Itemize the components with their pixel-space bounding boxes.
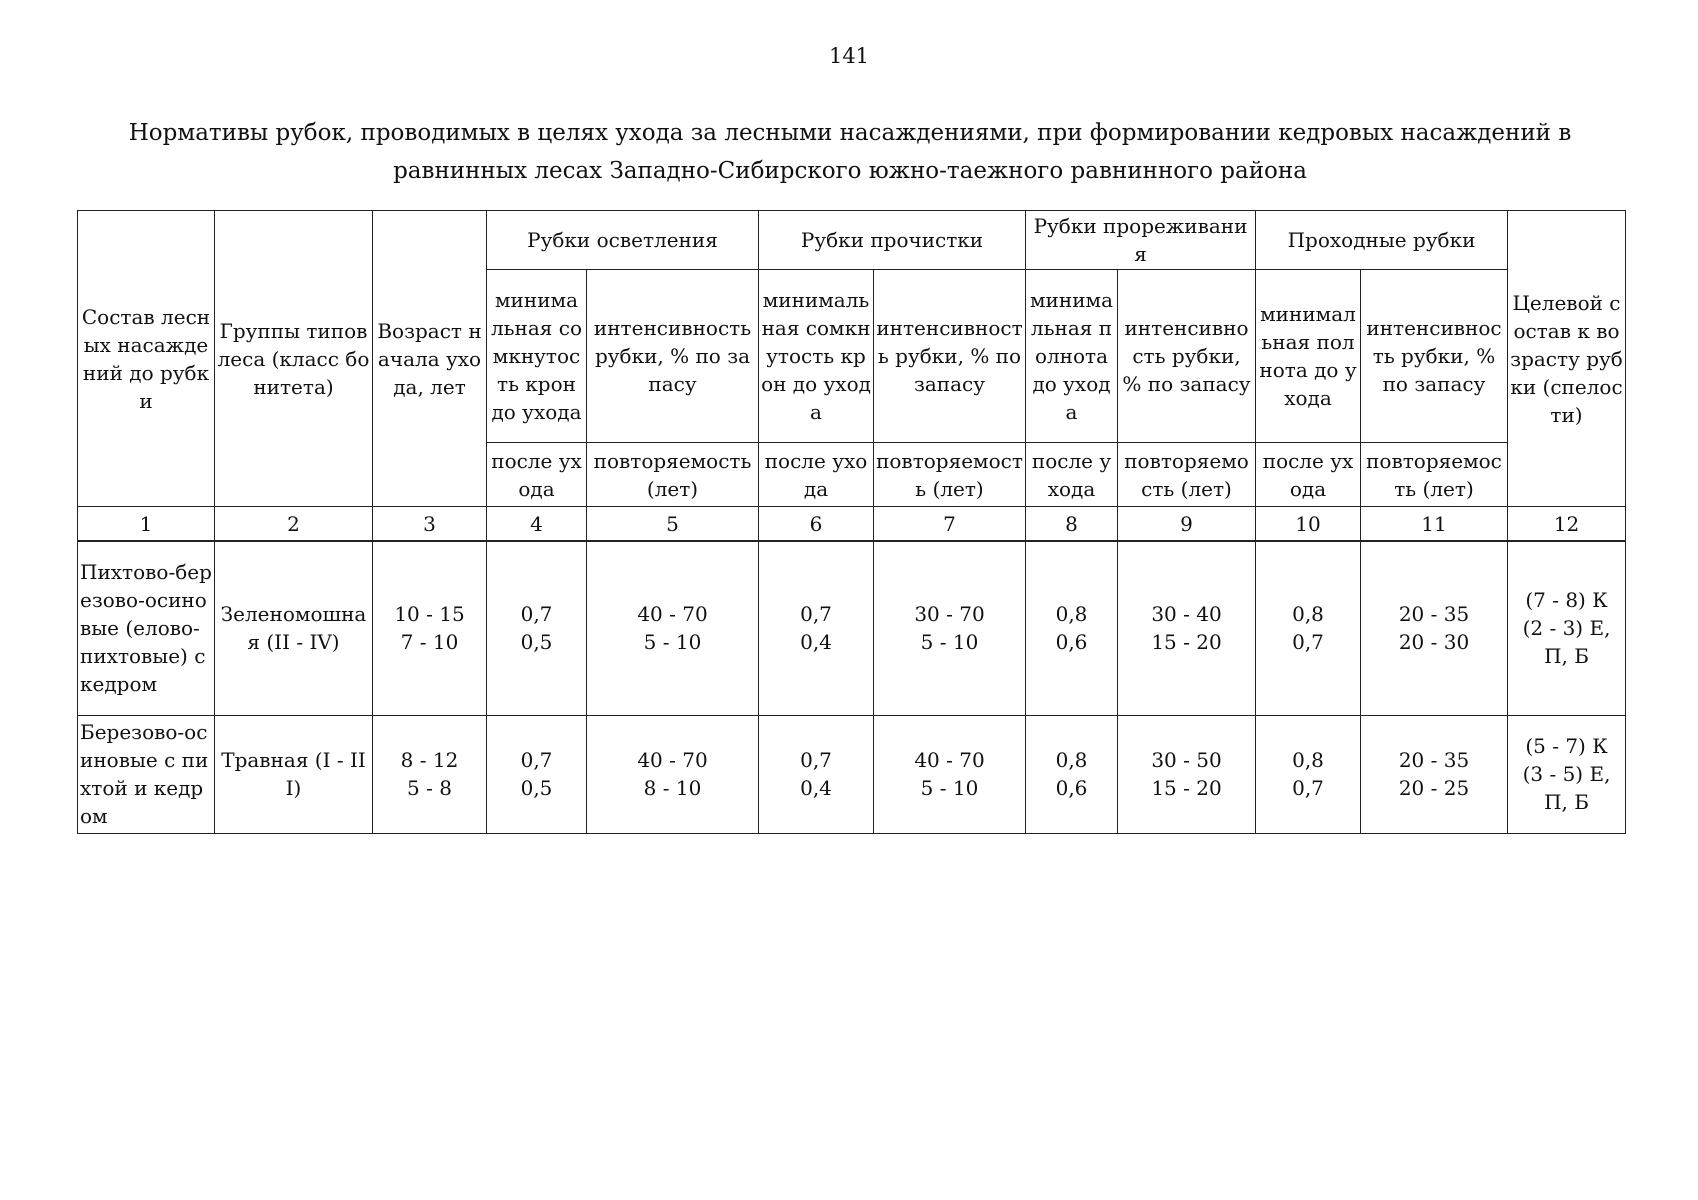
column-number: 2 <box>215 507 373 542</box>
header-sub-repeat: повторяемость (лет) <box>1118 443 1256 507</box>
cell-intensity: 30 - 50 15 - 20 <box>1118 715 1256 833</box>
cell-min-fullness: 0,8 0,7 <box>1256 541 1361 715</box>
cell-min-density: 0,7 0,5 <box>487 541 587 715</box>
cell-min-fullness: 0,8 0,7 <box>1256 715 1361 833</box>
header-sub-repeat: повторяемость (лет) <box>1361 443 1508 507</box>
header-sub-after: после ухода <box>1026 443 1118 507</box>
header-row-groups <box>78 211 1626 270</box>
column-number: 10 <box>1256 507 1361 542</box>
column-number: 9 <box>1118 507 1256 542</box>
cell-intensity: 40 - 70 8 - 10 <box>587 715 759 833</box>
header-sub-repeat: повторяемость (лет) <box>587 443 759 507</box>
cell-start-age: 8 - 12 5 - 8 <box>373 715 487 833</box>
cell-intensity: 30 - 70 5 - 10 <box>874 541 1026 715</box>
column-number: 3 <box>373 507 487 542</box>
header-forest-type: Группы типов леса (класс бонитета) <box>215 211 373 507</box>
cell-intensity: 40 - 70 5 - 10 <box>587 541 759 715</box>
header-sub-intensity: интенсивность рубки, % по запасу <box>587 270 759 443</box>
column-numbers-row <box>78 507 1626 542</box>
header-sub-after: после ухода <box>1256 443 1361 507</box>
norms-table <box>77 210 1626 834</box>
header-start-age: Возраст начала ухода, лет <box>373 211 487 507</box>
header-sub-min-density: минимальная сомкнутость крон до ухода <box>487 270 587 443</box>
column-number: 8 <box>1026 507 1118 542</box>
table-row <box>78 541 1626 715</box>
cell-intensity: 20 - 35 20 - 30 <box>1361 541 1508 715</box>
header-group-cleaning: Рубки прочистки <box>759 211 1026 270</box>
header-composition: Состав лесных насаждений до рубки <box>78 211 215 507</box>
cell-composition: Пихтово-березово-осиновые (елово-пихтовые) с кедром <box>78 541 215 715</box>
header-sub-min-fullness: минимальная полнота до ухода <box>1256 270 1361 443</box>
cell-forest-type: Зеленомошная (II - IV) <box>215 541 373 715</box>
page-number: 141 <box>828 44 870 68</box>
cell-start-age: 10 - 15 7 - 10 <box>373 541 487 715</box>
table-row <box>78 715 1626 833</box>
cell-min-density: 0,7 0,4 <box>759 541 874 715</box>
header-target-composition: Целевой состав к возрасту рубки (спелости) <box>1508 211 1626 507</box>
header-sub-intensity: интенсивность рубки, % по запасу <box>1118 270 1256 443</box>
cell-min-density: 0,7 0,4 <box>759 715 874 833</box>
header-sub-min-fullness: минимальная полнота до ухода <box>1026 270 1118 443</box>
column-number: 12 <box>1508 507 1626 542</box>
column-number: 4 <box>487 507 587 542</box>
header-group-clarification: Рубки осветления <box>487 211 759 270</box>
cell-forest-type: Травная (I - III) <box>215 715 373 833</box>
cell-target-composition: (5 - 7) К (3 - 5) Е, П, Б <box>1508 715 1626 833</box>
cell-intensity: 30 - 40 15 - 20 <box>1118 541 1256 715</box>
column-number: 1 <box>78 507 215 542</box>
cell-intensity: 40 - 70 5 - 10 <box>874 715 1026 833</box>
cell-intensity: 20 - 35 20 - 25 <box>1361 715 1508 833</box>
header-sub-after: после ухода <box>487 443 587 507</box>
cell-min-fullness: 0,8 0,6 <box>1026 541 1118 715</box>
cell-target-composition: (7 - 8) К (2 - 3) Е, П, Б <box>1508 541 1626 715</box>
cell-min-fullness: 0,8 0,6 <box>1026 715 1118 833</box>
header-sub-repeat: повторяемость (лет) <box>874 443 1026 507</box>
header-group-thinning: Рубки прореживания <box>1026 211 1256 270</box>
header-sub-intensity: интенсивность рубки, % по запасу <box>874 270 1026 443</box>
column-number: 7 <box>874 507 1026 542</box>
column-number: 6 <box>759 507 874 542</box>
cell-composition: Березово-осиновые с пихтой и кедром <box>78 715 215 833</box>
column-number: 5 <box>587 507 759 542</box>
document-title: Нормативы рубок, проводимых в целях ухода за лесными насаждениями, при формировании кедровых насаждений в равнинных лесах Западно-Сибирского южно-таежного равнинного района <box>128 120 1572 184</box>
cell-min-density: 0,7 0,5 <box>487 715 587 833</box>
column-number: 11 <box>1361 507 1508 542</box>
header-sub-min-density: минимальная сомкнутость крон до ухода <box>759 270 874 443</box>
header-sub-after: после ухода <box>759 443 874 507</box>
header-group-passage: Проходные рубки <box>1256 211 1508 270</box>
header-sub-intensity: интенсивность рубки, % по запасу <box>1361 270 1508 443</box>
